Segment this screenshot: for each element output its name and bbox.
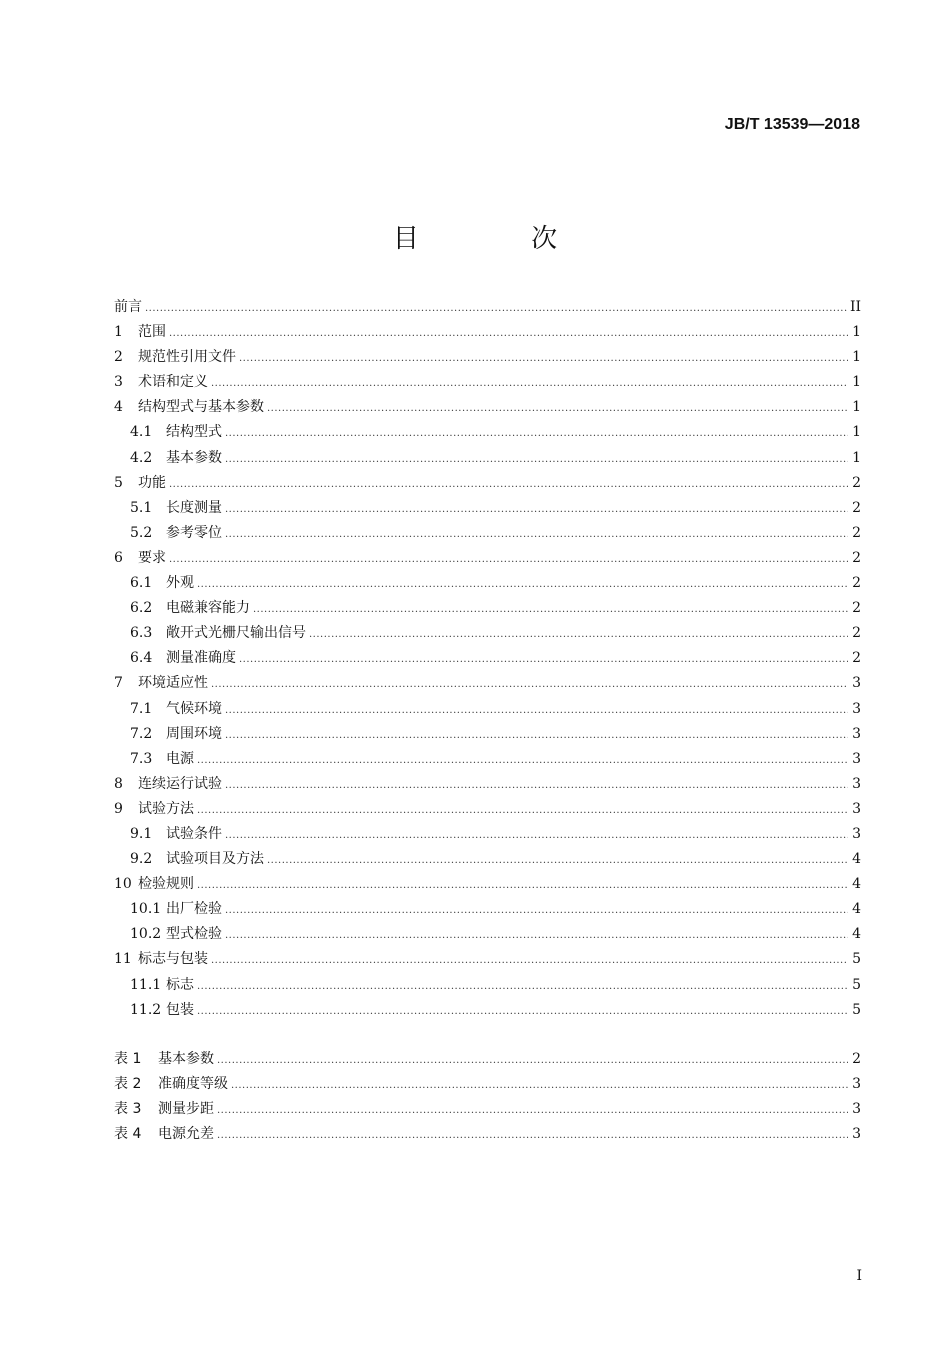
toc-entry[interactable] <box>114 773 861 798</box>
toc-entry-title: 标志 <box>166 976 194 993</box>
table-list-leader-dots <box>217 1051 848 1067</box>
toc-leader-dots <box>267 399 848 415</box>
toc-entry-number: 6.1 <box>130 575 153 592</box>
toc-entry-title: 规范性引用文件 <box>138 349 236 366</box>
toc-entry-page: 4 <box>852 926 861 943</box>
toc-leader-dots <box>253 600 848 616</box>
toc-entry-page: 2 <box>852 625 861 642</box>
table-list-entry[interactable] <box>114 1048 861 1073</box>
toc-entry-title: 检验规则 <box>138 876 194 893</box>
standard-code: JB/T 13539—2018 <box>724 116 860 133</box>
table-list-page: 2 <box>852 1051 861 1067</box>
toc-entry-page: 5 <box>852 1001 861 1018</box>
toc-entry-title: 出厂检验 <box>166 901 222 918</box>
toc-entry-number: 5.2 <box>130 524 153 541</box>
toc-entry-page: 2 <box>852 549 861 566</box>
toc-leader-dots <box>239 349 848 365</box>
toc-entry-page: 2 <box>852 650 861 667</box>
toc-entry[interactable] <box>114 572 861 597</box>
toc-entry-title: 型式检验 <box>166 926 222 943</box>
toc-entry-title: 测量准确度 <box>166 650 236 667</box>
toc-entry-page: 1 <box>852 324 861 341</box>
toc-entry-number: 6 <box>114 549 123 566</box>
toc-entry[interactable] <box>114 798 861 823</box>
toc-entry-title: 结构型式 <box>166 424 222 441</box>
toc-entry[interactable] <box>114 923 861 948</box>
toc-entry[interactable] <box>114 823 861 848</box>
toc-entry-page: 5 <box>852 976 861 993</box>
toc-entry[interactable] <box>114 723 861 748</box>
toc-entry[interactable] <box>114 999 861 1024</box>
table-list-leader-dots <box>217 1101 848 1117</box>
toc-entry-number: 4.1 <box>130 424 153 441</box>
table-of-contents <box>114 296 861 1024</box>
toc-entry-page: 1 <box>852 349 861 366</box>
toc-entry-title: 周围环境 <box>166 725 222 742</box>
toc-entry-title: 连续运行试验 <box>138 775 222 792</box>
toc-entry-page: 2 <box>852 499 861 516</box>
toc-leader-dots <box>225 776 848 792</box>
toc-entry-number: 7.3 <box>130 750 153 767</box>
table-list-number: 表 1 <box>114 1051 142 1067</box>
table-list-page: 3 <box>852 1076 861 1093</box>
toc-entry-number: 9.1 <box>130 825 153 842</box>
toc-entry-number: 10.1 <box>130 901 162 918</box>
toc-entry-page: II <box>849 299 861 315</box>
table-list-entry[interactable] <box>114 1123 861 1148</box>
toc-entry-number: 6.2 <box>130 600 153 617</box>
toc-entry-number: 4.2 <box>130 449 153 466</box>
toc-entry[interactable] <box>114 321 861 346</box>
toc-entry-title: 前言 <box>114 299 142 315</box>
table-list-number: 表 2 <box>114 1076 142 1093</box>
toc-entry-number: 5 <box>114 474 123 491</box>
toc-entry-number: 6.4 <box>130 650 153 667</box>
toc-entry-title: 电源 <box>166 750 194 767</box>
table-list-entry[interactable] <box>114 1073 861 1098</box>
toc-entry-title: 电磁兼容能力 <box>166 600 250 617</box>
toc-leader-dots <box>225 525 848 541</box>
toc-entry-page: 3 <box>852 775 861 792</box>
toc-entry[interactable] <box>114 447 861 472</box>
toc-entry-title: 长度测量 <box>166 499 222 516</box>
toc-leader-dots <box>197 977 848 993</box>
toc-entry[interactable] <box>114 622 861 647</box>
toc-entry-title: 试验方法 <box>138 800 194 817</box>
toc-entry[interactable] <box>114 672 861 697</box>
toc-entry-page: 1 <box>852 399 861 416</box>
toc-leader-dots <box>225 926 848 942</box>
toc-entry-page: 1 <box>852 424 861 441</box>
toc-entry-page: 3 <box>852 675 861 692</box>
toc-entry[interactable] <box>114 974 861 999</box>
table-list-leader-dots <box>231 1076 848 1092</box>
table-list-number: 表 4 <box>114 1126 142 1143</box>
toc-entry-page: 3 <box>852 725 861 742</box>
toc-entry-number: 9.2 <box>130 851 153 868</box>
toc-leader-dots <box>197 801 848 817</box>
toc-leader-dots <box>145 299 847 315</box>
toc-leader-dots <box>225 424 848 440</box>
toc-entry-page: 5 <box>852 951 861 968</box>
toc-leader-dots <box>239 650 848 666</box>
toc-leader-dots <box>225 450 848 466</box>
toc-leader-dots <box>169 475 848 491</box>
toc-entry[interactable] <box>114 472 861 497</box>
toc-entry-number: 7 <box>114 675 123 692</box>
toc-entry-title: 参考零位 <box>166 524 222 541</box>
toc-entry-page: 4 <box>852 851 861 868</box>
toc-entry-page: 4 <box>852 901 861 918</box>
toc-entry-number: 3 <box>114 374 123 391</box>
toc-entry[interactable] <box>114 421 861 446</box>
toc-entry-title: 要求 <box>138 549 166 566</box>
toc-leader-dots <box>211 951 848 967</box>
toc-entry-number: 10 <box>114 876 132 893</box>
table-list-entry[interactable] <box>114 1098 861 1123</box>
toc-entry[interactable] <box>114 396 861 421</box>
toc-entry-number: 5.1 <box>130 499 153 516</box>
toc-leader-dots <box>225 701 848 717</box>
toc-leader-dots <box>267 851 848 867</box>
table-list-number: 表 3 <box>114 1101 142 1118</box>
toc-entry-number: 9 <box>114 800 123 817</box>
toc-entry-title: 敞开式光栅尺输出信号 <box>166 625 306 642</box>
toc-entry-title: 包装 <box>166 1001 194 1018</box>
toc-entry-number: 7.2 <box>130 725 153 742</box>
toc-entry-title: 功能 <box>138 474 166 491</box>
toc-entry-number: 2 <box>114 349 123 366</box>
toc-entry-page: 1 <box>852 374 861 391</box>
toc-entry-number: 11.1 <box>130 976 162 993</box>
toc-entry-title: 范围 <box>138 324 166 341</box>
toc-entry-title: 外观 <box>166 575 194 592</box>
toc-entry-number: 6.3 <box>130 625 153 642</box>
toc-entry-title: 环境适应性 <box>138 675 208 692</box>
toc-entry-number: 8 <box>114 775 123 792</box>
toc-leader-dots <box>197 876 848 892</box>
toc-leader-dots <box>225 901 848 917</box>
toc-entry-page: 1 <box>852 449 861 466</box>
toc-leader-dots <box>309 625 848 641</box>
toc-leader-dots <box>225 726 848 742</box>
table-list-leader-dots <box>217 1126 848 1142</box>
toc-entry[interactable] <box>114 522 861 547</box>
toc-leader-dots <box>197 751 848 767</box>
toc-entry-title: 气候环境 <box>166 700 222 717</box>
table-list-page: 3 <box>852 1126 861 1143</box>
toc-entry[interactable] <box>114 497 861 522</box>
toc-entry[interactable] <box>114 873 861 898</box>
toc-entry-title: 试验条件 <box>166 825 222 842</box>
toc-entry-number: 10.2 <box>130 926 162 943</box>
toc-entry-title: 术语和定义 <box>138 374 208 391</box>
table-list-title: 测量步距 <box>158 1101 214 1118</box>
toc-entry-title: 试验项目及方法 <box>166 851 264 868</box>
toc-entry-page: 2 <box>852 600 861 617</box>
toc-entry[interactable] <box>114 371 861 396</box>
toc-entry-page: 3 <box>852 700 861 717</box>
toc-entry-number: 1 <box>114 324 123 341</box>
toc-entry-title: 标志与包装 <box>138 951 208 968</box>
toc-leader-dots <box>169 324 848 340</box>
toc-entry-number: 11.2 <box>130 1001 162 1018</box>
toc-entry-number: 11 <box>114 951 132 968</box>
toc-leader-dots <box>211 374 848 390</box>
toc-leader-dots <box>169 550 848 566</box>
list-of-tables <box>114 1048 861 1148</box>
toc-leader-dots <box>211 675 848 691</box>
toc-entry-number: 4 <box>114 399 123 416</box>
toc-entry[interactable] <box>114 597 861 622</box>
toc-entry-number: 7.1 <box>130 700 153 717</box>
table-list-title: 准确度等级 <box>158 1076 228 1093</box>
toc-leader-dots <box>197 575 848 591</box>
toc-entry[interactable] <box>114 346 861 371</box>
toc-entry[interactable] <box>114 296 861 321</box>
toc-leader-dots <box>225 500 848 516</box>
toc-entry-title: 结构型式与基本参数 <box>138 399 264 416</box>
toc-entry[interactable] <box>114 848 861 873</box>
toc-entry[interactable] <box>114 647 861 672</box>
toc-entry-page: 2 <box>852 474 861 491</box>
table-list-title: 电源允差 <box>158 1126 214 1143</box>
toc-entry[interactable] <box>114 898 861 923</box>
toc-entry-page: 3 <box>852 750 861 767</box>
toc-entry[interactable] <box>114 547 861 572</box>
toc-entry[interactable] <box>114 748 861 773</box>
toc-entry-page: 4 <box>852 876 861 893</box>
toc-leader-dots <box>197 1002 848 1018</box>
toc-leader-dots <box>225 826 848 842</box>
table-list-title: 基本参数 <box>158 1051 214 1067</box>
toc-entry[interactable] <box>114 948 861 973</box>
page-title: 目 次 <box>392 224 610 254</box>
toc-entry-page: 2 <box>852 575 861 592</box>
toc-entry-page: 3 <box>852 800 861 817</box>
toc-entry-title: 基本参数 <box>166 449 222 466</box>
page-number: I <box>856 1268 862 1284</box>
table-list-page: 3 <box>852 1101 861 1118</box>
toc-entry-page: 3 <box>852 825 861 842</box>
toc-entry[interactable] <box>114 698 861 723</box>
toc-entry-page: 2 <box>852 524 861 541</box>
